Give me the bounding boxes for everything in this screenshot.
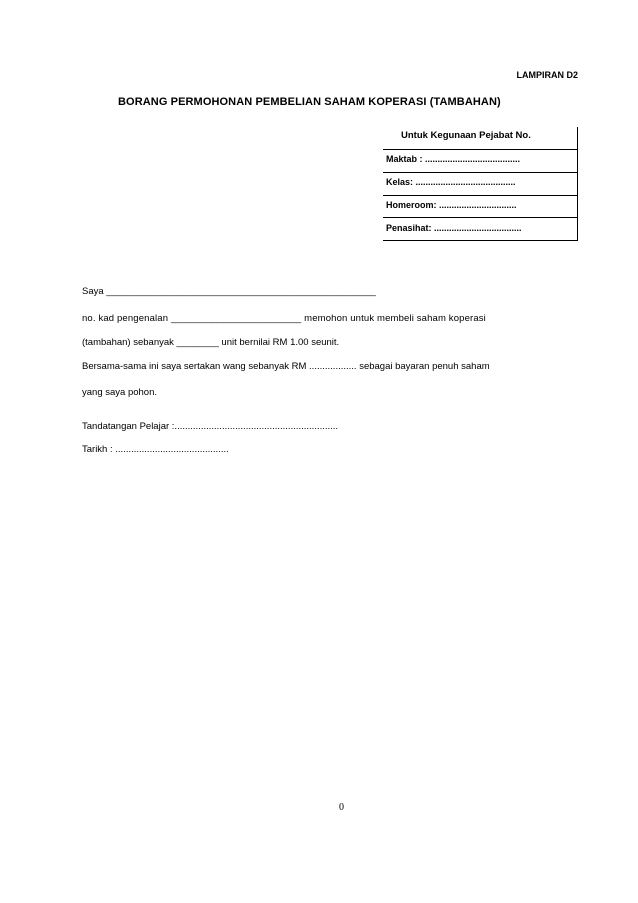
payment-line-continued: yang saya pohon.	[82, 387, 158, 398]
student-signature-line: Tandatangan Pelajar :..............................................................	[82, 421, 339, 432]
payment-line: Bersama-sama ini saya sertakan wang sebanyak RM .................. sebagai bayaran penuh saham	[82, 361, 490, 372]
kelas-field: Kelas: ........................................	[386, 177, 516, 187]
homeroom-field: Homeroom: ...............................	[386, 200, 517, 210]
name-line: Saya ___________________________________________________	[82, 286, 376, 297]
office-use-title: Untuk Kegunaan Pejabat No.	[401, 130, 531, 141]
appendix-label: LAMPIRAN D2	[516, 70, 578, 80]
office-box-divider	[383, 217, 577, 218]
office-use-box	[383, 127, 578, 241]
office-box-divider	[383, 172, 577, 173]
office-box-divider	[383, 149, 577, 150]
form-title: BORANG PERMOHONAN PEMBELIAN SAHAM KOPERASI (TAMBAHAN)	[118, 96, 501, 108]
penasihat-field: Penasihat: ...................................	[386, 223, 522, 233]
page-number: 0	[339, 802, 344, 813]
maktab-field: Maktab : ......................................	[386, 154, 521, 164]
quantity-line: (tambahan) sebanyak ________ unit bernilai RM 1.00 seunit.	[82, 337, 340, 348]
office-box-divider	[383, 195, 577, 196]
date-line: Tarikh : ...........................................	[82, 444, 229, 455]
ic-number-line: no. kad pengenalan ________________________ memohon untuk membeli saham koperasi	[82, 313, 486, 324]
